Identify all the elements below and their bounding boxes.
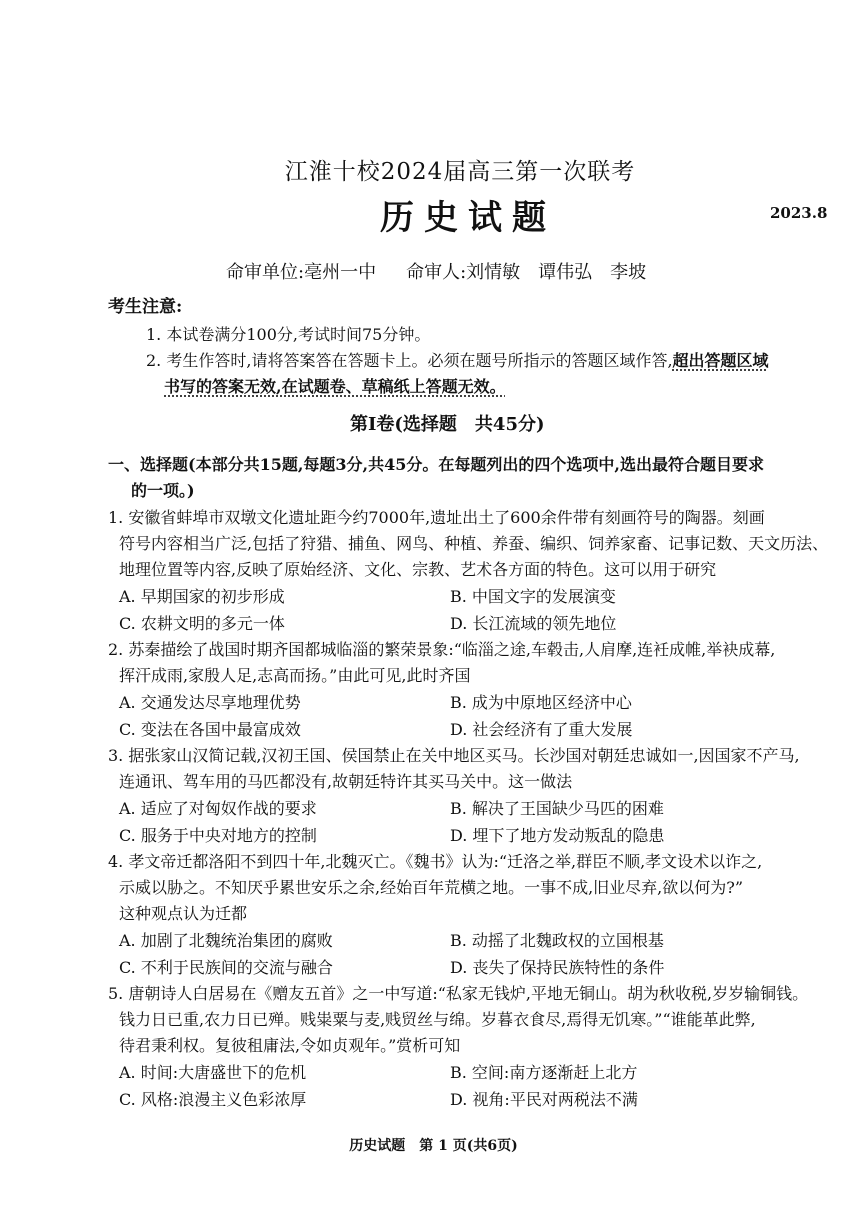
q4-option-b: B. 动摇了北魏政权的立国根基 [450, 931, 664, 950]
q3-stem-line: 连通讯、驾车用的马匹都没有,故朝廷特许其买马关中。这一做法 [119, 772, 573, 791]
q1-option-b: B. 中国文字的发展演变 [450, 587, 616, 606]
q4-stem-line: 4. 孝文帝迁都洛阳不到四十年,北魏灭亡。《魏书》认为:“迁洛之举,群臣不顺,孝文设术以诈之, [108, 852, 763, 871]
exam-title: 江淮十校2024届高三第一次联考 [284, 159, 636, 185]
notice-item-2-continued: 书写的答案无效,在试题卷、草稿纸上答题无效。 [164, 377, 506, 396]
q5-option-a: A. 时间:大唐盛世下的危机 [119, 1063, 307, 1082]
q4-option-d: D. 丧失了保持民族特性的条件 [450, 958, 665, 977]
q2-option-a: A. 交通发达尽享地理优势 [119, 693, 301, 712]
q4-stem-line: 这种观点认为迁都 [119, 904, 248, 923]
q3-stem-line: 3. 据张家山汉简记载,汉初王国、侯国禁止在关中地区买马。长沙国对朝廷忠诚如一,因国家不产马, [108, 746, 800, 765]
section-instructions-cont: 的一项。) [131, 481, 195, 500]
notice-item-2-text: 2. 考生作答时,请将答案答在答题卡上。必须在题号所指示的答题区域作答, [146, 351, 673, 370]
q3-option-a: A. 适应了对匈奴作战的要求 [119, 799, 317, 818]
part-title: 第Ⅰ卷(选择题 共45分) [350, 414, 545, 435]
page-footer: 历史试题 第 1 页(共6页) [349, 1138, 518, 1154]
q1-option-d: D. 长江流域的领先地位 [450, 614, 617, 633]
notice-item-2 [146, 348, 769, 371]
notice-item-2-emphasis: 超出答题区域 [672, 351, 769, 370]
q2-option-b: B. 成为中原地区经济中心 [450, 693, 632, 712]
q1-stem-line: 地理位置等内容,反映了原始经济、文化、宗教、艺术各方面的特色。这可以用于研究 [119, 560, 717, 579]
notice-heading: 考生注意: [108, 297, 183, 317]
authors-line [226, 258, 676, 284]
q5-option-d: D. 视角:平民对两税法不满 [450, 1090, 638, 1109]
q1-stem-line: 1. 安徽省蚌埠市双墩文化遗址距今约7000年,遗址出土了600余件带有刻画符号的陶器。刻画 [108, 508, 765, 527]
q1-stem-line: 符号内容相当广泛,包括了狩猎、捕鱼、网鸟、种植、养蚕、编织、饲养家畜、记事记数、天文历法、 [119, 534, 829, 553]
q4-option-a: A. 加剧了北魏统治集团的腐败 [119, 931, 333, 950]
exam-date: 2023.8 [770, 204, 828, 222]
q5-stem-line: 待君秉利权。复彼租庸法,令如贞观年。”赏析可知 [119, 1036, 461, 1055]
q3-option-c: C. 服务于中央对地方的控制 [119, 826, 317, 845]
q2-option-c: C. 变法在各国中最富成效 [119, 720, 301, 739]
q5-option-c: C. 风格:浪漫主义色彩浓厚 [119, 1090, 307, 1109]
q4-option-c: C. 不利于民族间的交流与融合 [119, 958, 333, 977]
q5-stem-line: 5. 唐朝诗人白居易在《赠友五首》之一中写道:“私家无钱炉,平地无铜山。胡为秋收税,岁岁输铜钱。 [108, 984, 809, 1003]
subject-title: 历史试题 [380, 198, 556, 238]
q2-option-d: D. 社会经济有了重大发展 [450, 720, 633, 739]
authors-people: 命审人:刘情敏 谭伟弘 李坡 [406, 262, 647, 283]
notice-item-1: 1. 本试卷满分100分,考试时间75分钟。 [146, 325, 431, 344]
q1-option-c: C. 农耕文明的多元一体 [119, 614, 285, 633]
q4-stem-line: 示威以胁之。不知厌乎累世安乐之余,经始百年荒横之地。一事不成,旧业尽弃,欲以何为?” [119, 878, 744, 897]
q1-option-a: A. 早期国家的初步形成 [119, 587, 285, 606]
section-instructions: 一、选择题(本部分共15题,每题3分,共45分。在每题列出的四个选项中,选出最符合题目要求 [108, 455, 764, 474]
q5-option-b: B. 空间:南方逐渐赶上北方 [450, 1063, 638, 1082]
q5-stem-line: 钱力日已重,农力日已殚。贱粜粟与麦,贱贸丝与绵。岁暮衣食尽,焉得无饥寒。”“谁能革此弊, [119, 1010, 756, 1029]
q3-option-d: D. 埋下了地方发动叛乱的隐患 [450, 826, 665, 845]
q3-option-b: B. 解决了王国缺少马匹的困难 [450, 799, 664, 818]
q2-stem-line: 2. 苏秦描绘了战国时期齐国都城临淄的繁荣景象:“临淄之途,车毂击,人肩摩,连衽成帷,举袂成幕, [108, 640, 776, 659]
authors-unit: 命审单位:亳州一中 [226, 262, 377, 283]
q2-stem-line: 挥汗成雨,家殷人足,志高而扬。”由此可见,此时齐国 [119, 666, 471, 685]
